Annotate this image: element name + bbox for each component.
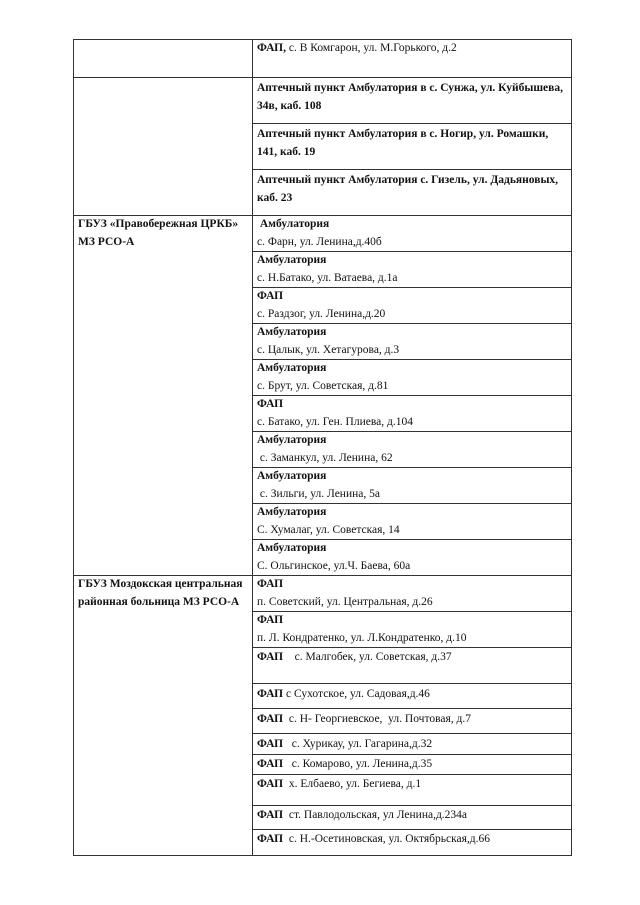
facility-type: ФАП <box>257 290 284 302</box>
facility-cell <box>253 830 572 856</box>
facility-cell <box>253 684 572 709</box>
table-row <box>74 216 572 252</box>
facility-type: ФАП <box>257 833 284 845</box>
facility-address: с. Брут, ул. Советская, д.81 <box>257 379 389 392</box>
facility-type: Амбулатория <box>257 434 327 446</box>
facility-type: ФАП <box>257 758 284 770</box>
facility-cell <box>253 288 572 324</box>
facility-address: п. Л. Кондратенко, ул. Л.Кондратенко, д.10 <box>257 631 467 644</box>
facility-cell <box>253 216 572 252</box>
facility-type: Амбулатория <box>257 326 327 338</box>
table-row <box>74 78 572 124</box>
facility-type: Амбулатория <box>257 470 327 482</box>
facility-address: с. Батако, ул. Ген. Плиева, д.104 <box>257 415 413 428</box>
facility-cell <box>253 775 572 806</box>
facility-cell <box>253 324 572 360</box>
facility-type: ФАП <box>257 688 284 700</box>
facility-type: Амбулатория <box>257 506 327 518</box>
facility-cell <box>253 40 572 78</box>
facility-cell <box>253 396 572 432</box>
facility-address: с. В Комгарон, ул. М.Горького, д.2 <box>286 42 457 54</box>
facility-cell <box>253 540 572 576</box>
facility-cell <box>253 734 572 755</box>
facility-cell <box>253 806 572 830</box>
facility-address: С. Хумалаг, ул. Советская, 14 <box>257 523 400 536</box>
org-cell: ГБУЗ «Правобережная ЦРКБ» МЗ РСО-А <box>74 216 253 576</box>
facility-cell <box>253 576 572 612</box>
facility-cell <box>253 360 572 396</box>
facility-cell <box>253 504 572 540</box>
facility-address: п. Советский, ул. Центральная, д.26 <box>257 595 433 608</box>
facility-type: ФАП <box>257 778 284 790</box>
facilities-table <box>73 39 572 856</box>
facility-address: с. Хурикау, ул. Гагарина,д.32 <box>283 738 433 750</box>
facility-type: Амбулатория <box>257 362 327 374</box>
facility-address: С. Ольгинское, ул.Ч. Баева, 60а <box>257 559 411 572</box>
facility-cell <box>253 755 572 775</box>
facility-address: с. Н.Батако, ул. Ватаева, д.1а <box>257 271 398 284</box>
facility-cell <box>253 78 572 124</box>
facility-type: Амбулатория <box>257 542 327 554</box>
org-cell <box>74 40 253 78</box>
facility-type: ФАП <box>257 614 284 626</box>
facility-type: ФАП <box>257 398 284 410</box>
facility-address: ст. Павлодольская, ул Ленина,д.234а <box>283 809 468 821</box>
table-row <box>74 576 572 612</box>
facility-cell <box>253 252 572 288</box>
facility-cell <box>253 468 572 504</box>
facility-type: Амбулатория <box>257 218 330 230</box>
facility-address: с. Заманкул, ул. Ленина, 62 <box>257 451 393 464</box>
facility-cell <box>253 170 572 216</box>
facility-type: ФАП <box>257 713 284 725</box>
facility-address: с. Комарово, ул. Ленина,д.35 <box>283 758 433 770</box>
facility-address: с. Н- Георгиевское, ул. Почтовая, д.7 <box>283 713 471 725</box>
facility-address: с. Раздзог, ул. Ленина,д.20 <box>257 307 386 320</box>
facility-cell <box>253 432 572 468</box>
facility-type: ФАП <box>257 651 284 663</box>
facility-address: Аптечный пункт Амбулатория с. Гизель, ул. Дадьяновых, каб. 23 <box>257 174 559 204</box>
facility-type: ФАП <box>257 738 284 750</box>
facility-address: с. Н.-Осетиновская, ул. Октябрьская,д.66 <box>283 833 490 845</box>
facility-cell <box>253 709 572 734</box>
facility-type: ФАП <box>257 809 284 821</box>
org-cell: ГБУЗ Моздокская центральная районная больница МЗ РСО-А <box>74 576 253 856</box>
facility-address: Аптечный пункт Амбулатория в с. Сунжа, ул. Куйбышева, 34в, каб. 108 <box>257 82 563 112</box>
facility-type: Амбулатория <box>257 254 327 266</box>
facility-type: ФАП, <box>257 42 286 54</box>
org-cell <box>74 78 253 216</box>
facility-address: х. Елбаево, ул. Бегиева, д.1 <box>283 778 422 790</box>
facility-type: ФАП <box>257 578 284 590</box>
facility-cell <box>253 124 572 170</box>
facility-address: с. Малгобек, ул. Советская, д.37 <box>283 651 452 663</box>
facility-address: Аптечный пункт Амбулатория в с. Ногир, ул. Ромашки, 141, каб. 19 <box>257 128 549 158</box>
facility-address: с. Цалык, ул. Хетагурова, д.3 <box>257 343 400 356</box>
table-row <box>74 40 572 78</box>
facility-address: с. Зильги, ул. Ленина, 5а <box>257 487 380 500</box>
facility-cell <box>253 648 572 684</box>
facility-address: с Сухотское, ул. Садовая,д.46 <box>283 688 430 700</box>
facility-cell <box>253 612 572 648</box>
facility-address: с. Фарн, ул. Ленина,д.40б <box>257 235 382 248</box>
